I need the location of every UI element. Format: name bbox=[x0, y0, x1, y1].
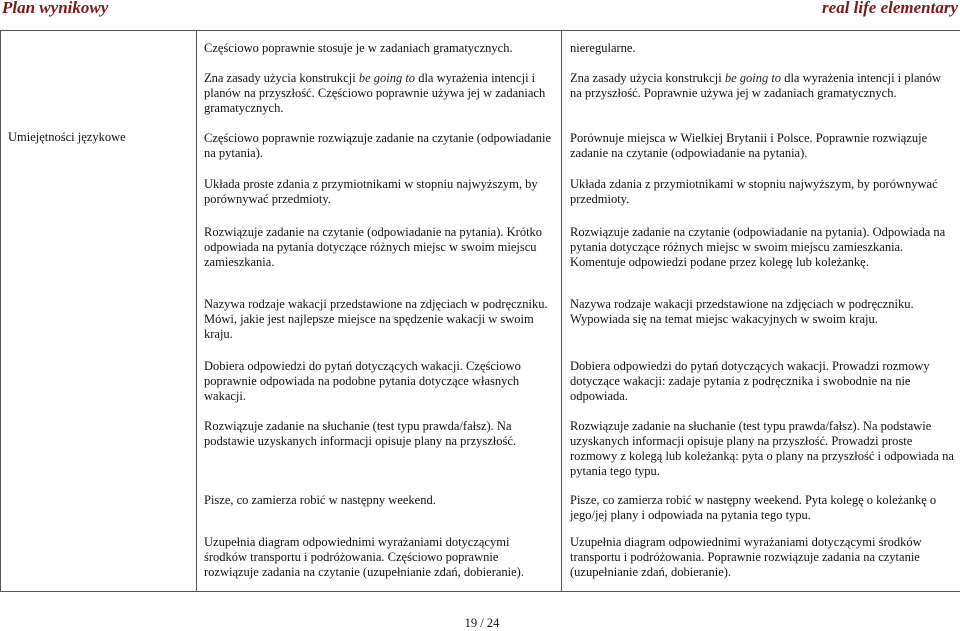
criterion-text: Układa zdania z przymiotnikami w stopniu najwyższym, by porównywać przedmioty. bbox=[562, 177, 960, 207]
criterion-text: Rozwiązuje zadanie na słuchanie (test typu prawda/fałsz). Na podstawie uzyskanych informacji opisuje plany na przyszłość. Prowadzi proste rozmowy z kolegą lub koleżanką: pyta o plany na przyszłość i odpowiada na pytania tego typu. bbox=[562, 419, 960, 479]
criterion-text: Częściowo poprawnie rozwiązuje zadanie na czytanie (odpowiadanie na pytania). bbox=[197, 131, 561, 161]
criterion-text: Rozwiązuje zadanie na czytanie (odpowiadanie na pytania). Odpowiada na pytania dotyczące różnych miejsc w swoim miejscu zamieszkania. Komentuje odpowiedzi podane przez kolegę lub koleżankę. bbox=[562, 225, 960, 270]
skill-category-cell bbox=[1, 31, 197, 592]
criterion-text: Nazywa rodzaje wakacji przedstawione na zdjęciach w podręczniku. Wypowiada się na temat miejsc wakacyjnych w swoim kraju. bbox=[562, 297, 960, 327]
criterion-text: Rozwiązuje zadanie na słuchanie (test typu prawda/fałsz). Na podstawie uzyskanych informacji opisuje plany na przyszłość. bbox=[197, 419, 561, 449]
criterion-text: Dobiera odpowiedzi do pytań dotyczących wakacji. Częściowo poprawnie odpowiada na podobne pytania dotyczące własnych wakacji. bbox=[197, 359, 561, 404]
criterion-text: Porównuje miejsca w Wielkiej Brytanii i Polsce. Poprawnie rozwiązuje zadanie na czytanie (odpowiadanie na pytania). bbox=[562, 131, 960, 161]
criterion-text: Rozwiązuje zadanie na czytanie (odpowiadanie na pytania). Krótko odpowiada na pytania dotyczące różnych miejsc w swoim miejscu zamieszkania. bbox=[197, 225, 561, 270]
criterion-text: Zna zasady użycia konstrukcji be going to dla wyrażenia intencji i planów na przyszłość. Częściowo poprawnie używa jej w zadaniach gramatycznych. bbox=[197, 71, 561, 116]
criterion-text: Uzupełnia diagram odpowiednimi wyrażaniami dotyczącymi środków transportu i podróżowania. Poprawnie rozwiązuje zadania na czytanie (uzupełnianie zdań, dobieranie). bbox=[562, 535, 960, 580]
criterion-text: Uzupełnia diagram odpowiednimi wyrażaniami dotyczącymi środków transportu i podróżowania. Częściowo poprawnie rozwiązuje zadania na czytanie (uzupełnianie zdań, dobieranie). bbox=[197, 535, 561, 580]
criterion-text: nieregularne. bbox=[562, 41, 642, 56]
criterion-text: Pisze, co zamierza robić w następny weekend. Pyta kolegę o koleżankę o jego/jej plany i odpowiada na pytania tego typu. bbox=[562, 493, 960, 523]
page-header bbox=[0, 0, 960, 22]
grade-column-basic bbox=[197, 31, 562, 592]
criterion-text: Pisze, co zamierza robić w następny weekend. bbox=[197, 493, 444, 508]
table-row bbox=[1, 31, 960, 592]
criteria-table bbox=[0, 30, 960, 592]
page-number: 19 / 24 bbox=[0, 616, 960, 631]
document-title: Plan wynikowy bbox=[2, 0, 108, 18]
criterion-text: Częściowo poprawnie stosuje je w zadaniach gramatycznych. bbox=[197, 41, 521, 56]
skill-category-label: Umiejętności językowe bbox=[8, 130, 126, 145]
criterion-text: Zna zasady użycia konstrukcji be going to dla wyrażenia intencji i planów na przyszłość. Poprawnie używa jej w zadaniach gramatycznych. bbox=[562, 71, 960, 101]
series-title: real life elementary bbox=[822, 0, 958, 18]
grade-column-good bbox=[562, 31, 960, 592]
criterion-text: Dobiera odpowiedzi do pytań dotyczących wakacji. Prowadzi rozmowy dotyczące wakacji: zadaje pytania z podręcznika i swobodnie na nie odpowiada. bbox=[562, 359, 960, 404]
criterion-text: Układa proste zdania z przymiotnikami w stopniu najwyższym, by porównywać przedmioty. bbox=[197, 177, 561, 207]
criterion-text: Nazywa rodzaje wakacji przedstawione na zdjęciach w podręczniku. Mówi, jakie jest najlepsze miejsce na spędzenie wakacji w swoim kraju. bbox=[197, 297, 561, 342]
